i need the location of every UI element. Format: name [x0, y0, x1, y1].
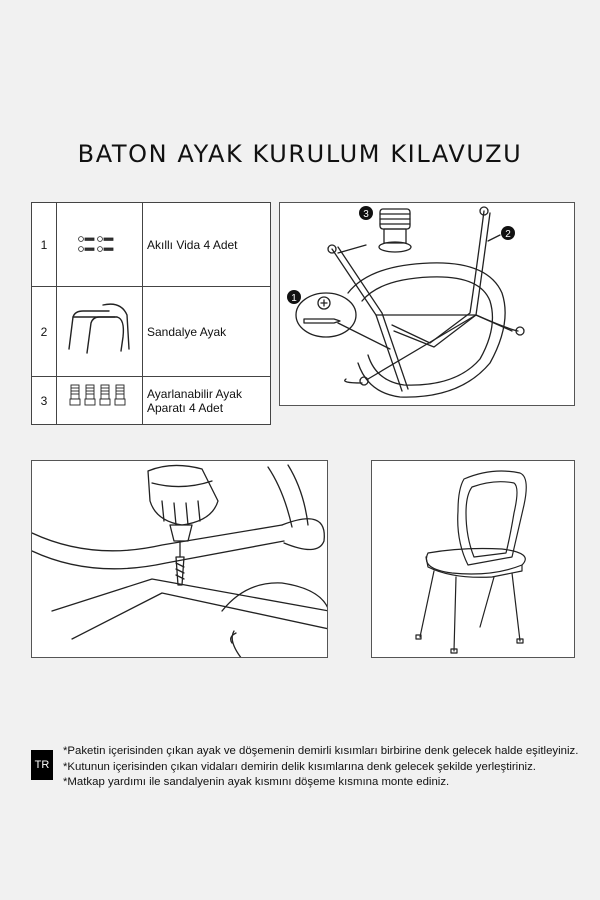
adjustable-foot-set-icon [57, 377, 143, 425]
callout-badges [287, 206, 515, 304]
screw-set-icon [57, 203, 143, 287]
power-drill-icon [148, 465, 218, 585]
callout-screw-number: 1 [291, 293, 297, 304]
callout-foot-number: 3 [363, 209, 369, 220]
parts-row-frame [32, 287, 271, 377]
screw-detail [296, 293, 356, 337]
note-line: *Kutunun içerisinden çıkan vidaları demirin delik kısımlarına denk gelecek şekilde yerleştiriniz. [63, 760, 536, 773]
finished-chair-view [371, 460, 575, 658]
drilling-step-view [31, 460, 328, 658]
parts-row-screws [32, 203, 271, 287]
part-label: Akıllı Vida 4 Adet [147, 237, 238, 252]
chair-seat [426, 549, 525, 575]
note-lines [63, 744, 578, 791]
part-number: 2 [32, 287, 57, 377]
chair-leg-frame-icon [57, 287, 143, 377]
part-number: 3 [32, 377, 57, 425]
frame-leg-front [332, 249, 402, 391]
adjustable-foot-detail [379, 209, 411, 252]
part-label: Ayarlanabilir Ayak Aparatı 4 Adet [147, 386, 242, 415]
part-number: 1 [32, 203, 57, 287]
assembly-exploded-view [279, 202, 575, 406]
frame-tube [32, 525, 282, 551]
parts-row-feet [32, 377, 271, 425]
note-line: *Paketin içerisinden çıkan ayak ve döşemenin demirli kısımları birbirine denk gelecek halde eşitleyiniz. [63, 745, 579, 757]
note-line: *Matkap yardımı ile sandalyenin ayak kısmını döşeme kısmına monte ediniz. [63, 776, 450, 788]
chair-leg [420, 571, 434, 637]
language-badge: TR [31, 750, 53, 780]
callout-frame-number: 2 [505, 229, 511, 240]
page-title: BATON AYAK KURULUM KILAVUZU [77, 140, 523, 169]
part-label: Sandalye Ayak [147, 324, 227, 339]
parts-table [31, 202, 271, 425]
